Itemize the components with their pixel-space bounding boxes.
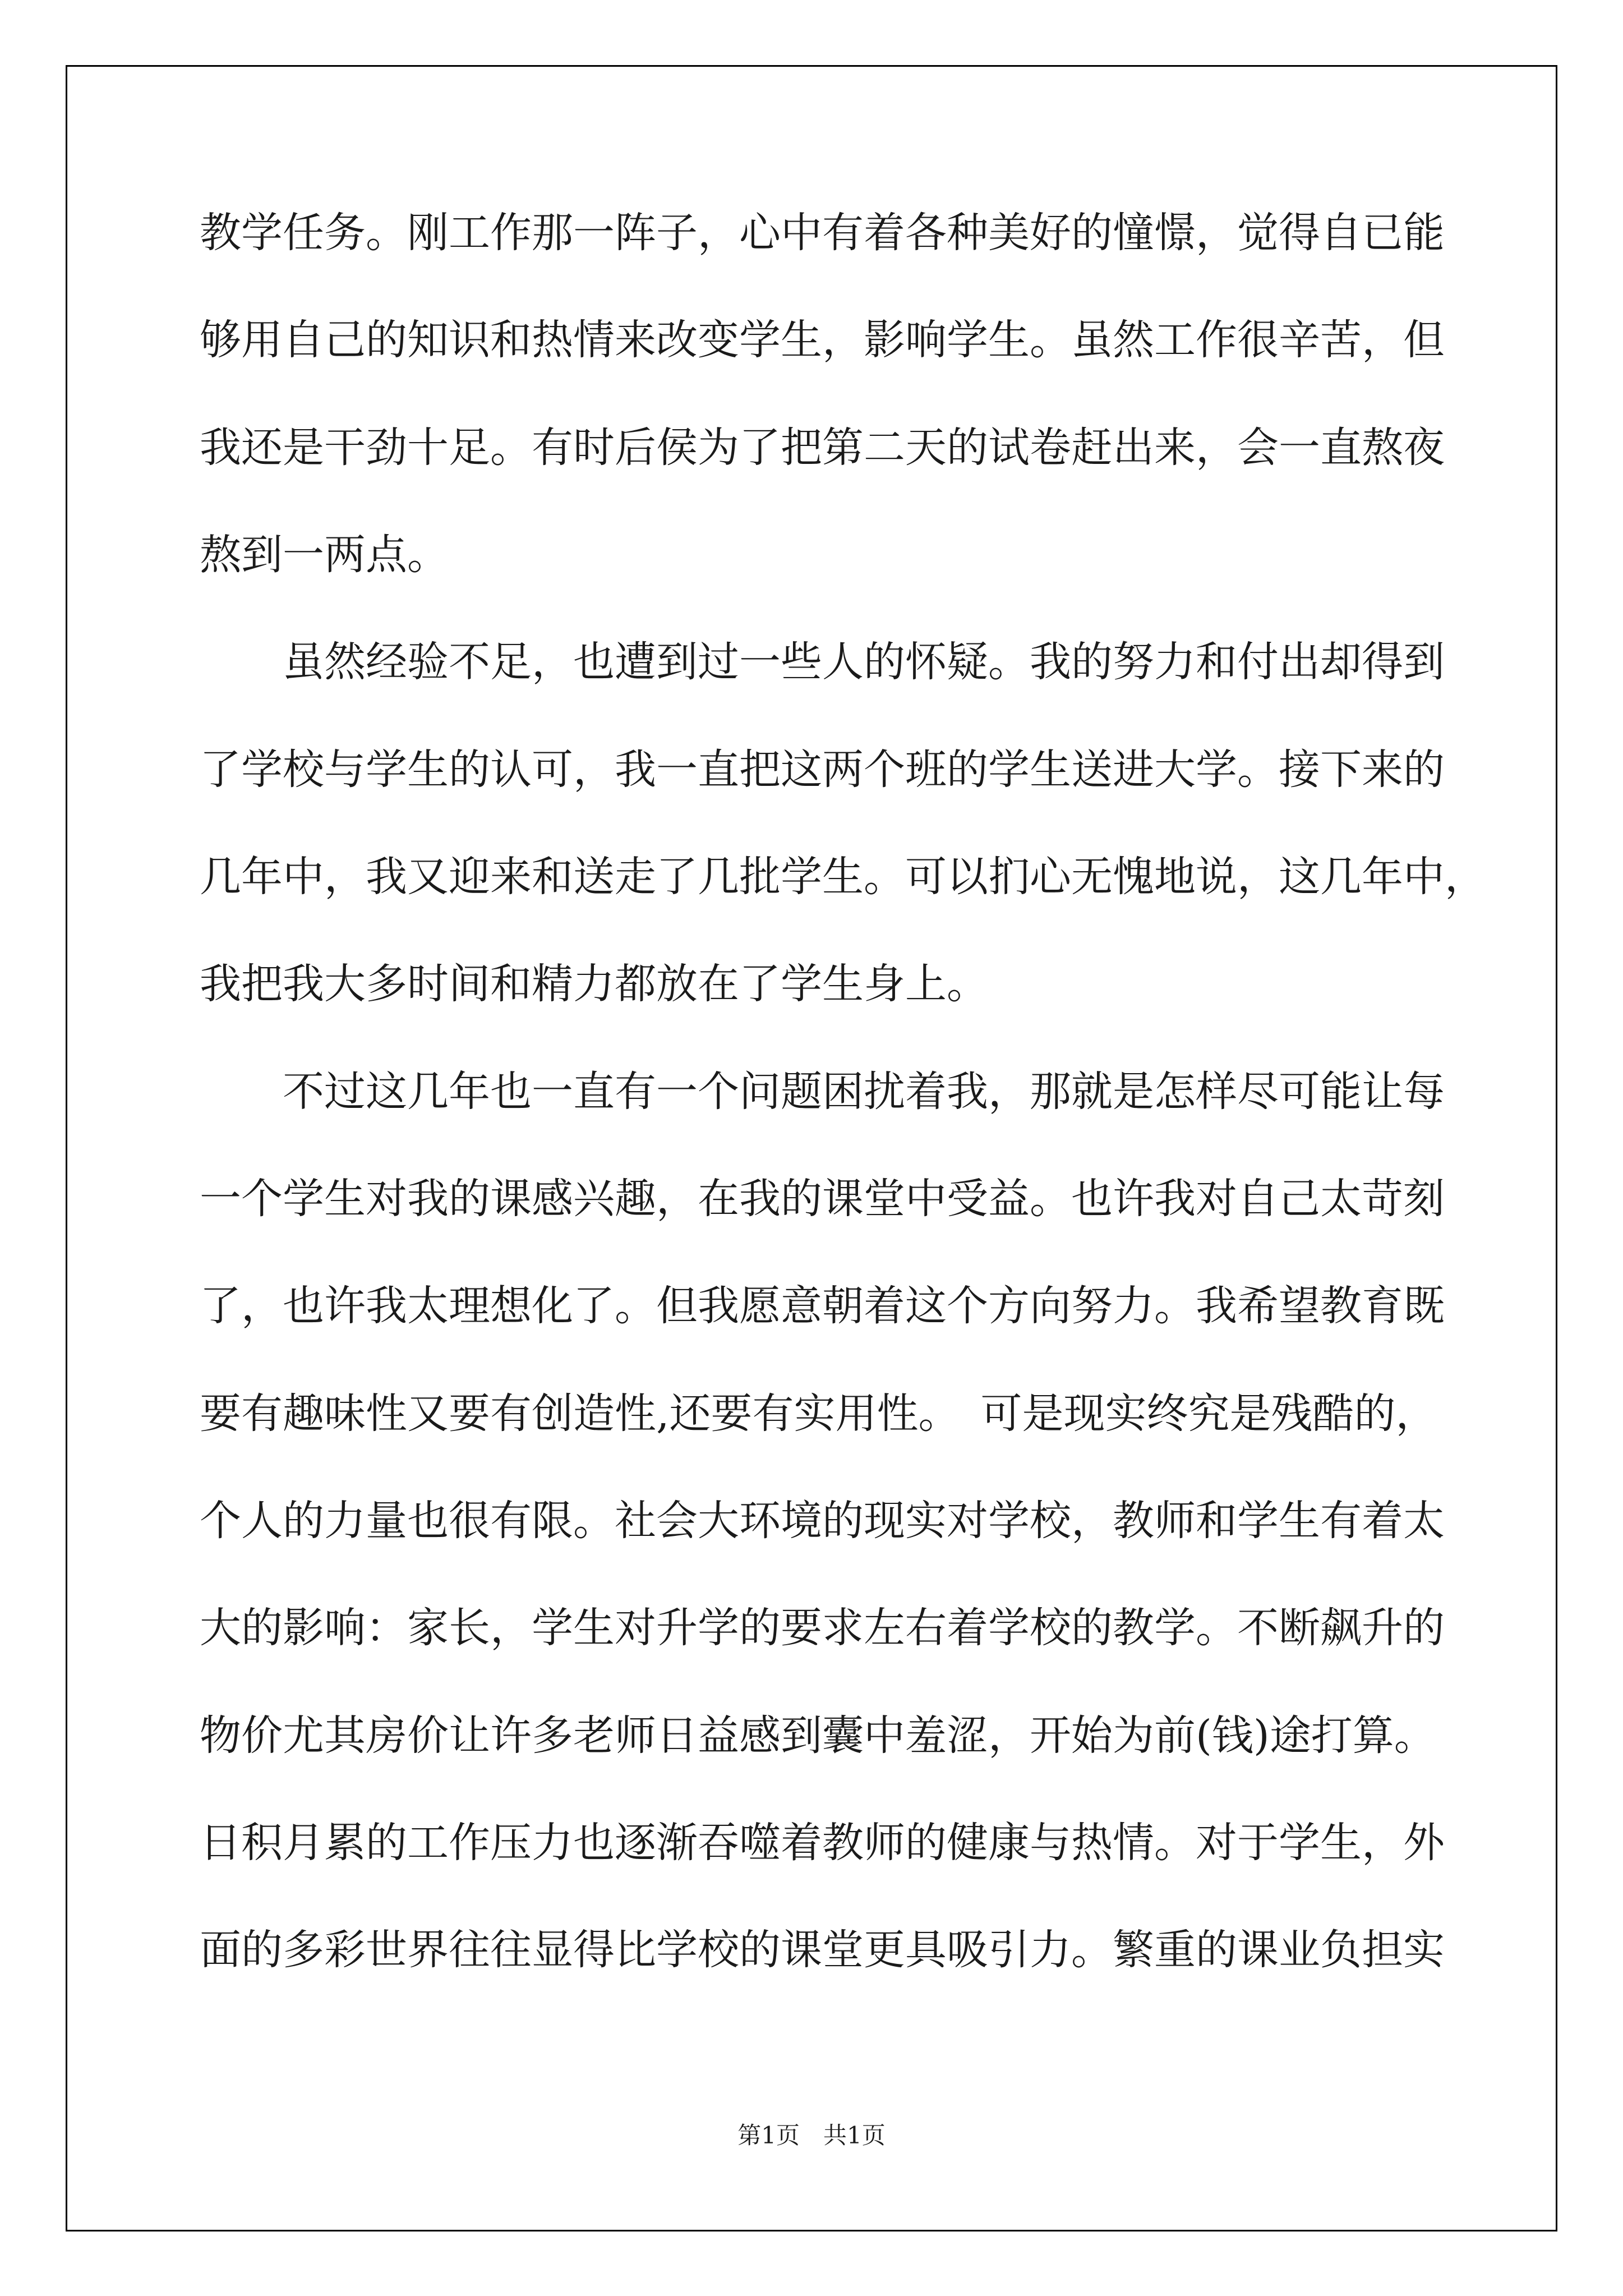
text-line: 我还是干劲十足。有时后侯为了把第二天的试卷赶出来，会一直熬夜: [200, 424, 1445, 472]
page-number-footer: 第1页 共1页: [737, 2122, 886, 2149]
page-border: [66, 65, 1557, 2231]
text-line: 个人的力量也很有限。社会大环境的现实对学校，教师和学生有着太: [200, 1497, 1445, 1545]
paragraph-first-line: 虽然经验不足，也遭到过一些人的怀疑。我的努力和付出却得到: [283, 638, 1445, 686]
text-line: 够用自己的知识和热情来改变学生，影响学生。虽然工作很辛苦，但: [200, 316, 1445, 364]
text-line: 物价尤其房价让许多老师日益感到囊中羞涩，开始为前(钱)途打算。: [200, 1711, 1436, 1760]
text-line: 大的影响：家长，学生对升学的要求左右着学校的教学。不断飙升的: [200, 1604, 1445, 1652]
text-line: 了学校与学生的认可，我一直把这两个班的学生送进大学。接下来的: [200, 746, 1445, 794]
text-line: 了，也许我太理想化了。但我愿意朝着这个方向努力。我希望教育既: [200, 1282, 1445, 1330]
text-line: 教学任务。刚工作那一阵子，心中有着各种美好的憧憬，觉得自已能: [200, 209, 1445, 257]
paragraph-first-line: 不过这几年也一直有一个问题困扰着我，那就是怎样尽可能让每: [283, 1068, 1445, 1116]
text-line: 要有趣味性又要有创造性,还要有实用性。 可是现实终究是残酷的，: [200, 1389, 1437, 1438]
text-line: 面的多彩世界往往显得比学校的课堂更具吸引力。繁重的课业负担实: [200, 1926, 1445, 1974]
text-line: 几年中，我又迎来和送走了几批学生。可以扪心无愧地说，这几年中，: [200, 853, 1486, 901]
text-line: 我把我大多时间和精力都放在了学生身上。: [200, 960, 988, 1008]
text-line: 熬到一两点。: [200, 531, 449, 579]
text-line: 日积月累的工作压力也逐渐吞噬着教师的健康与热情。对于学生，外: [200, 1819, 1445, 1867]
text-line: 一个学生对我的课感兴趣，在我的课堂中受益。也许我对自己太苛刻: [200, 1175, 1445, 1223]
